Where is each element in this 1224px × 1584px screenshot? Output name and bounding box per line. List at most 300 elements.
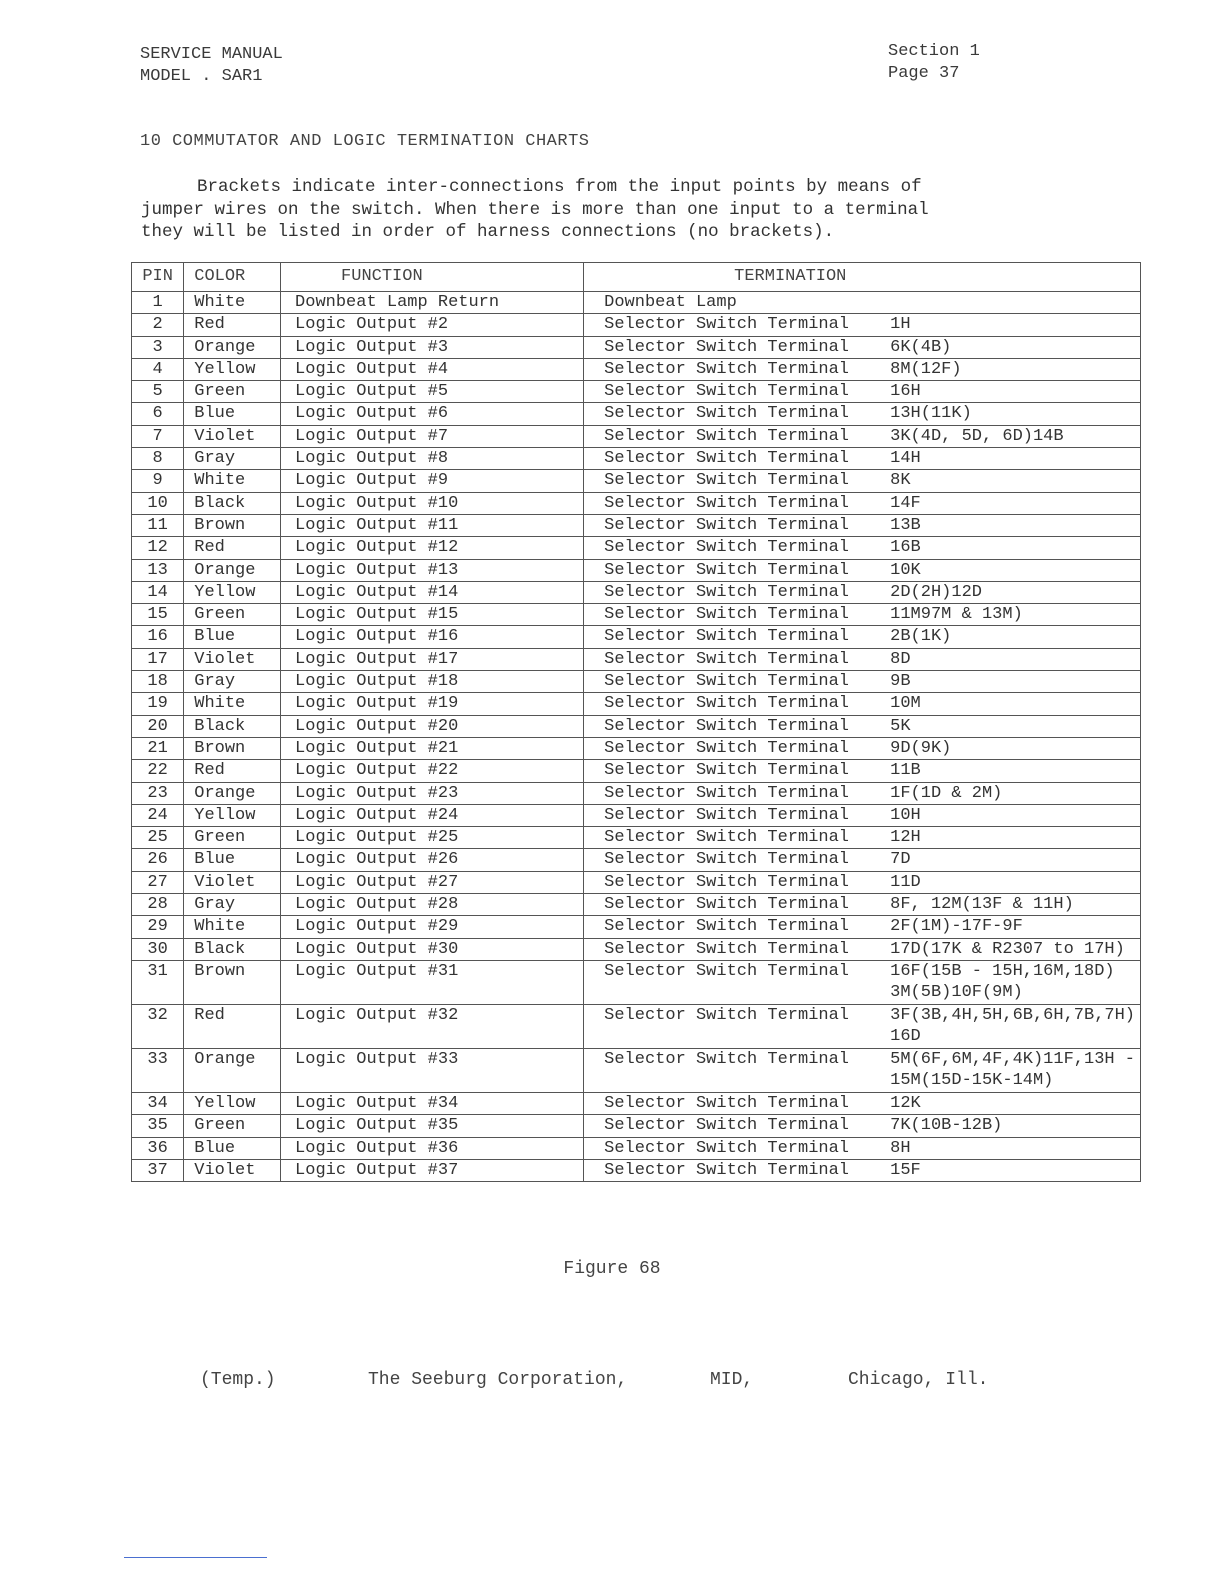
termination-prefix: Selector Switch Terminal [604, 850, 849, 870]
termination-cell [584, 804, 1141, 826]
pin-cell: 9 [132, 470, 184, 492]
termination-prefix: Selector Switch Terminal [604, 449, 849, 469]
termination-cell [584, 715, 1141, 737]
termination-prefix: Selector Switch Terminal [604, 337, 849, 357]
table-header-row [132, 263, 1141, 292]
table-row [132, 381, 1141, 403]
pin-cell: 31 [132, 960, 184, 1004]
termination-prefix: Selector Switch Terminal [604, 649, 849, 669]
termination-cell [584, 604, 1141, 626]
pin-cell: 26 [132, 849, 184, 871]
termination-content [604, 515, 1135, 536]
color-cell: Red [184, 314, 281, 336]
termination-cell [584, 581, 1141, 603]
termination-cell [584, 693, 1141, 715]
function-cell: Logic Output #34 [281, 1092, 584, 1114]
table-row [132, 336, 1141, 358]
termination-cell [584, 1048, 1141, 1092]
termination-content [604, 582, 1135, 603]
color-cell: Gray [184, 448, 281, 470]
color-cell: Red [184, 760, 281, 782]
termination-value: 12H [890, 828, 921, 848]
termination-value: 5M(6F,6M,4F,4K)11F,13H - 15M(15D-15K-14M) [890, 1049, 1135, 1090]
pin-cell: 13 [132, 559, 184, 581]
function-cell: Logic Output #32 [281, 1004, 584, 1048]
termination-value: 14F [890, 493, 921, 513]
table-row [132, 938, 1141, 960]
termination-prefix: Selector Switch Terminal [604, 1049, 849, 1069]
termination-prefix: Selector Switch Terminal [604, 939, 849, 959]
color-cell: Gray [184, 671, 281, 693]
termination-content [604, 671, 1135, 692]
table-row [132, 292, 1141, 314]
color-cell: Green [184, 1115, 281, 1137]
pin-cell: 14 [132, 581, 184, 603]
color-cell: White [184, 292, 281, 314]
termination-cell [584, 648, 1141, 670]
termination-content [604, 1093, 1135, 1114]
termination-content [604, 1005, 1135, 1047]
table-row [132, 894, 1141, 916]
function-cell: Logic Output #9 [281, 470, 584, 492]
color-cell: Yellow [184, 1092, 281, 1114]
function-cell: Logic Output #11 [281, 514, 584, 536]
termination-value: 5K [890, 716, 911, 736]
termination-prefix: Selector Switch Terminal [604, 538, 849, 558]
table-row [132, 448, 1141, 470]
pin-cell: 2 [132, 314, 184, 336]
termination-prefix: Selector Switch Terminal [604, 493, 849, 513]
pin-cell: 15 [132, 604, 184, 626]
function-cell: Logic Output #31 [281, 960, 584, 1004]
table-row [132, 1159, 1141, 1181]
termination-value: 8F, 12M(13F & 11H) [890, 895, 1074, 915]
table-row [132, 314, 1141, 336]
color-cell: Black [184, 938, 281, 960]
termination-content [604, 961, 1135, 1003]
color-cell: Blue [184, 403, 281, 425]
table-row [132, 403, 1141, 425]
termination-cell [584, 1115, 1141, 1137]
table-row [132, 1137, 1141, 1159]
color-cell: Violet [184, 425, 281, 447]
function-cell: Logic Output #7 [281, 425, 584, 447]
pin-cell: 24 [132, 804, 184, 826]
termination-prefix: Selector Switch Terminal [604, 426, 849, 446]
termination-value: 3F(3B,4H,5H,6B,6H,7B,7H) 16D [890, 1005, 1135, 1046]
termination-cell [584, 760, 1141, 782]
termination-cell [584, 737, 1141, 759]
table-row [132, 358, 1141, 380]
termination-value: 6K(4B) [890, 337, 952, 357]
termination-content [604, 1115, 1135, 1136]
table-row [132, 715, 1141, 737]
termination-value: 9B [890, 672, 911, 692]
termination-prefix: Selector Switch Terminal [604, 605, 849, 625]
function-cell: Logic Output #26 [281, 849, 584, 871]
termination-prefix: Selector Switch Terminal [604, 761, 849, 781]
color-cell: Violet [184, 648, 281, 670]
function-cell: Downbeat Lamp Return [281, 292, 584, 314]
termination-content [604, 649, 1135, 670]
footer-company: The Seeburg Corporation, [368, 1370, 628, 1390]
function-cell: Logic Output #33 [281, 1048, 584, 1092]
pin-cell: 5 [132, 381, 184, 403]
termination-prefix: Selector Switch Terminal [604, 783, 849, 803]
function-cell: Logic Output #21 [281, 737, 584, 759]
color-cell: Yellow [184, 804, 281, 826]
pin-cell: 21 [132, 737, 184, 759]
termination-content [604, 426, 1135, 447]
termination-content [604, 604, 1135, 625]
pin-cell: 33 [132, 1048, 184, 1092]
termination-cell [584, 782, 1141, 804]
table-row [132, 559, 1141, 581]
table-row [132, 804, 1141, 826]
termination-prefix: Selector Switch Terminal [604, 404, 849, 424]
function-cell: Logic Output #12 [281, 537, 584, 559]
termination-cell [584, 960, 1141, 1004]
pin-cell: 16 [132, 626, 184, 648]
table-row [132, 492, 1141, 514]
function-cell: Logic Output #19 [281, 693, 584, 715]
termination-prefix: Selector Switch Terminal [604, 1116, 849, 1136]
header-function: FUNCTION [281, 263, 584, 292]
termination-cell [584, 1137, 1141, 1159]
termination-content [604, 359, 1135, 380]
termination-value: 7K(10B-12B) [890, 1116, 1003, 1136]
termination-content [604, 939, 1135, 960]
termination-content [604, 537, 1135, 558]
termination-content [604, 1138, 1135, 1159]
table-row [132, 1004, 1141, 1048]
table-row [132, 760, 1141, 782]
termination-content [604, 493, 1135, 514]
termination-value: 1F(1D & 2M) [890, 783, 1003, 803]
termination-cell [584, 849, 1141, 871]
header-termination: TERMINATION [584, 263, 1141, 292]
termination-cell [584, 470, 1141, 492]
function-cell: Logic Output #29 [281, 916, 584, 938]
termination-prefix: Selector Switch Terminal [604, 1093, 849, 1113]
termination-content [604, 560, 1135, 581]
termination-content [604, 716, 1135, 737]
header-pin: PIN [132, 263, 184, 292]
color-cell: Red [184, 1004, 281, 1048]
table-row [132, 849, 1141, 871]
table-row [132, 871, 1141, 893]
termination-cell [584, 938, 1141, 960]
termination-cell [584, 358, 1141, 380]
termination-cell [584, 827, 1141, 849]
termination-value: 11B [890, 761, 921, 781]
pin-cell: 8 [132, 448, 184, 470]
color-cell: Green [184, 827, 281, 849]
pin-cell: 28 [132, 894, 184, 916]
termination-value: 10M [890, 694, 921, 714]
termination-content [604, 894, 1135, 915]
table-row [132, 604, 1141, 626]
pin-cell: 19 [132, 693, 184, 715]
termination-cell [584, 671, 1141, 693]
pin-cell: 1 [132, 292, 184, 314]
termination-content [604, 403, 1135, 424]
function-cell: Logic Output #30 [281, 938, 584, 960]
pin-cell: 35 [132, 1115, 184, 1137]
model-label: MODEL . SAR1 [140, 67, 263, 86]
termination-value: 2B(1K) [890, 627, 952, 647]
table-row [132, 581, 1141, 603]
termination-prefix: Selector Switch Terminal [604, 382, 849, 402]
pin-cell: 23 [132, 782, 184, 804]
pin-cell: 32 [132, 1004, 184, 1048]
termination-prefix: Selector Switch Terminal [604, 672, 849, 692]
table-row [132, 827, 1141, 849]
color-cell: Gray [184, 894, 281, 916]
color-cell: Yellow [184, 358, 281, 380]
color-cell: Brown [184, 514, 281, 536]
function-cell: Logic Output #24 [281, 804, 584, 826]
termination-prefix: Selector Switch Terminal [604, 471, 849, 491]
termination-content [604, 381, 1135, 402]
termination-prefix: Selector Switch Terminal [604, 515, 849, 535]
footer-division: MID, [710, 1370, 754, 1390]
pin-cell: 36 [132, 1137, 184, 1159]
color-cell: Brown [184, 737, 281, 759]
table-row [132, 1048, 1141, 1092]
termination-content [604, 916, 1135, 937]
function-cell: Logic Output #22 [281, 760, 584, 782]
section-title: 10 COMMUTATOR AND LOGIC TERMINATION CHARTS [140, 132, 590, 151]
function-cell: Logic Output #17 [281, 648, 584, 670]
termination-prefix: Selector Switch Terminal [604, 1005, 849, 1025]
termination-value: 10H [890, 805, 921, 825]
color-cell: Blue [184, 626, 281, 648]
table-row [132, 916, 1141, 938]
color-cell: Orange [184, 559, 281, 581]
termination-value: 12K [890, 1093, 921, 1113]
table-row [132, 514, 1141, 536]
pin-cell: 22 [132, 760, 184, 782]
color-cell: Green [184, 381, 281, 403]
termination-prefix: Selector Switch Terminal [604, 738, 849, 758]
termination-prefix: Selector Switch Terminal [604, 895, 849, 915]
section-header [888, 41, 980, 85]
function-cell: Logic Output #4 [281, 358, 584, 380]
termination-prefix: Selector Switch Terminal [604, 828, 849, 848]
termination-cell [584, 626, 1141, 648]
color-cell: Orange [184, 336, 281, 358]
termination-content [604, 805, 1135, 826]
termination-content [604, 872, 1135, 893]
page-label: Page 37 [888, 64, 960, 83]
termination-prefix: Selector Switch Terminal [604, 1160, 849, 1180]
manual-header [140, 44, 283, 88]
termination-prefix: Selector Switch Terminal [604, 315, 849, 335]
termination-cell [584, 916, 1141, 938]
color-cell: Red [184, 537, 281, 559]
color-cell: Orange [184, 1048, 281, 1092]
termination-prefix: Selector Switch Terminal [604, 582, 849, 602]
function-cell: Logic Output #8 [281, 448, 584, 470]
function-cell: Logic Output #6 [281, 403, 584, 425]
pin-cell: 11 [132, 514, 184, 536]
termination-value: 2D(2H)12D [890, 582, 982, 602]
pin-cell: 37 [132, 1159, 184, 1181]
termination-content [604, 337, 1135, 358]
termination-content [604, 292, 1135, 313]
table-row [132, 782, 1141, 804]
termination-value: 8M(12F) [890, 359, 962, 379]
function-cell: Logic Output #37 [281, 1159, 584, 1181]
pin-cell: 30 [132, 938, 184, 960]
color-cell: Violet [184, 1159, 281, 1181]
table-row [132, 737, 1141, 759]
termination-cell [584, 403, 1141, 425]
table-row [132, 1092, 1141, 1114]
function-cell: Logic Output #3 [281, 336, 584, 358]
pin-cell: 29 [132, 916, 184, 938]
termination-cell [584, 1004, 1141, 1048]
function-cell: Logic Output #5 [281, 381, 584, 403]
table-row [132, 960, 1141, 1004]
termination-cell [584, 1159, 1141, 1181]
termination-cell [584, 492, 1141, 514]
termination-value: 16F(15B - 15H,16M,18D) 3M(5B)10F(9M) [890, 961, 1115, 1002]
table-row [132, 671, 1141, 693]
termination-content [604, 693, 1135, 714]
termination-content [604, 827, 1135, 848]
termination-chart [131, 262, 1141, 1182]
table-row [132, 1115, 1141, 1137]
termination-prefix: Selector Switch Terminal [604, 359, 849, 379]
termination-content [604, 783, 1135, 804]
pin-cell: 18 [132, 671, 184, 693]
pin-cell: 27 [132, 871, 184, 893]
termination-content [604, 738, 1135, 759]
function-cell: Logic Output #35 [281, 1115, 584, 1137]
termination-value: 15F [890, 1160, 921, 1180]
termination-cell [584, 314, 1141, 336]
termination-value: 8H [890, 1138, 911, 1158]
pin-cell: 4 [132, 358, 184, 380]
footer-temp: (Temp.) [200, 1370, 276, 1390]
color-cell: White [184, 470, 281, 492]
function-cell: Logic Output #13 [281, 559, 584, 581]
function-cell: Logic Output #10 [281, 492, 584, 514]
termination-value: 2F(1M)-17F-9F [890, 917, 1023, 937]
table-row [132, 470, 1141, 492]
figure-caption: Figure 68 [563, 1259, 661, 1279]
color-cell: Black [184, 715, 281, 737]
termination-cell [584, 514, 1141, 536]
intro-line-1: Brackets indicate inter-connections from the input points by means of [197, 177, 922, 197]
termination-content [604, 1160, 1135, 1181]
termination-value: 11M97M & 13M) [890, 605, 1023, 625]
color-cell: Brown [184, 960, 281, 1004]
pin-cell: 34 [132, 1092, 184, 1114]
section-label: Section 1 [888, 42, 980, 61]
table-row [132, 425, 1141, 447]
termination-cell [584, 871, 1141, 893]
termination-value: 16B [890, 538, 921, 558]
termination-content [604, 849, 1135, 870]
pin-cell: 6 [132, 403, 184, 425]
color-cell: Blue [184, 1137, 281, 1159]
function-cell: Logic Output #23 [281, 782, 584, 804]
termination-prefix: Selector Switch Terminal [604, 694, 849, 714]
intro-paragraph [141, 176, 1041, 244]
termination-cell [584, 1092, 1141, 1114]
color-cell: Green [184, 604, 281, 626]
termination-value: 14H [890, 449, 921, 469]
function-cell: Logic Output #18 [281, 671, 584, 693]
termination-prefix: Selector Switch Terminal [604, 560, 849, 580]
pin-cell: 3 [132, 336, 184, 358]
intro-line-3: they will be listed in order of harness connections (no brackets). [141, 222, 835, 242]
bottom-rule [124, 1557, 267, 1558]
termination-value: 3K(4D, 5D, 6D)14B [890, 426, 1064, 446]
termination-cell [584, 381, 1141, 403]
function-cell: Logic Output #16 [281, 626, 584, 648]
footer-city: Chicago, Ill. [848, 1370, 989, 1390]
color-cell: Black [184, 492, 281, 514]
function-cell: Logic Output #20 [281, 715, 584, 737]
termination-content [604, 470, 1135, 491]
pin-cell: 10 [132, 492, 184, 514]
termination-content [604, 448, 1135, 469]
termination-prefix: Selector Switch Terminal [604, 872, 849, 892]
termination-prefix: Selector Switch Terminal [604, 805, 849, 825]
table-row [132, 648, 1141, 670]
termination-value: 17D(17K & R2307 to 17H) [890, 939, 1125, 959]
pin-cell: 12 [132, 537, 184, 559]
intro-line-2: jumper wires on the switch. When there is more than one input to a terminal [141, 199, 929, 220]
termination-value: 8K [890, 471, 911, 491]
termination-content [604, 626, 1135, 647]
termination-cell [584, 448, 1141, 470]
function-cell: Logic Output #28 [281, 894, 584, 916]
termination-prefix: Selector Switch Terminal [604, 917, 849, 937]
function-cell: Logic Output #14 [281, 581, 584, 603]
termination-value: 13H(11K) [890, 404, 972, 424]
function-cell: Logic Output #15 [281, 604, 584, 626]
termination-cell [584, 894, 1141, 916]
color-cell: Orange [184, 782, 281, 804]
termination-cell [584, 425, 1141, 447]
function-cell: Logic Output #2 [281, 314, 584, 336]
pin-cell: 25 [132, 827, 184, 849]
pin-cell: 20 [132, 715, 184, 737]
termination-cell [584, 559, 1141, 581]
color-cell: Blue [184, 849, 281, 871]
function-cell: Logic Output #27 [281, 871, 584, 893]
table-row [132, 537, 1141, 559]
termination-value: 7D [890, 850, 911, 870]
termination-prefix: Selector Switch Terminal [604, 716, 849, 736]
table-body [132, 292, 1141, 1182]
termination-prefix: Selector Switch Terminal [604, 627, 849, 647]
termination-content [604, 314, 1135, 335]
termination-cell [584, 292, 1141, 314]
termination-content [604, 1049, 1135, 1091]
pin-cell: 17 [132, 648, 184, 670]
termination-value: 1H [890, 315, 911, 335]
color-cell: Yellow [184, 581, 281, 603]
table-row [132, 693, 1141, 715]
termination-content [604, 760, 1135, 781]
termination-value: 13B [890, 515, 921, 535]
